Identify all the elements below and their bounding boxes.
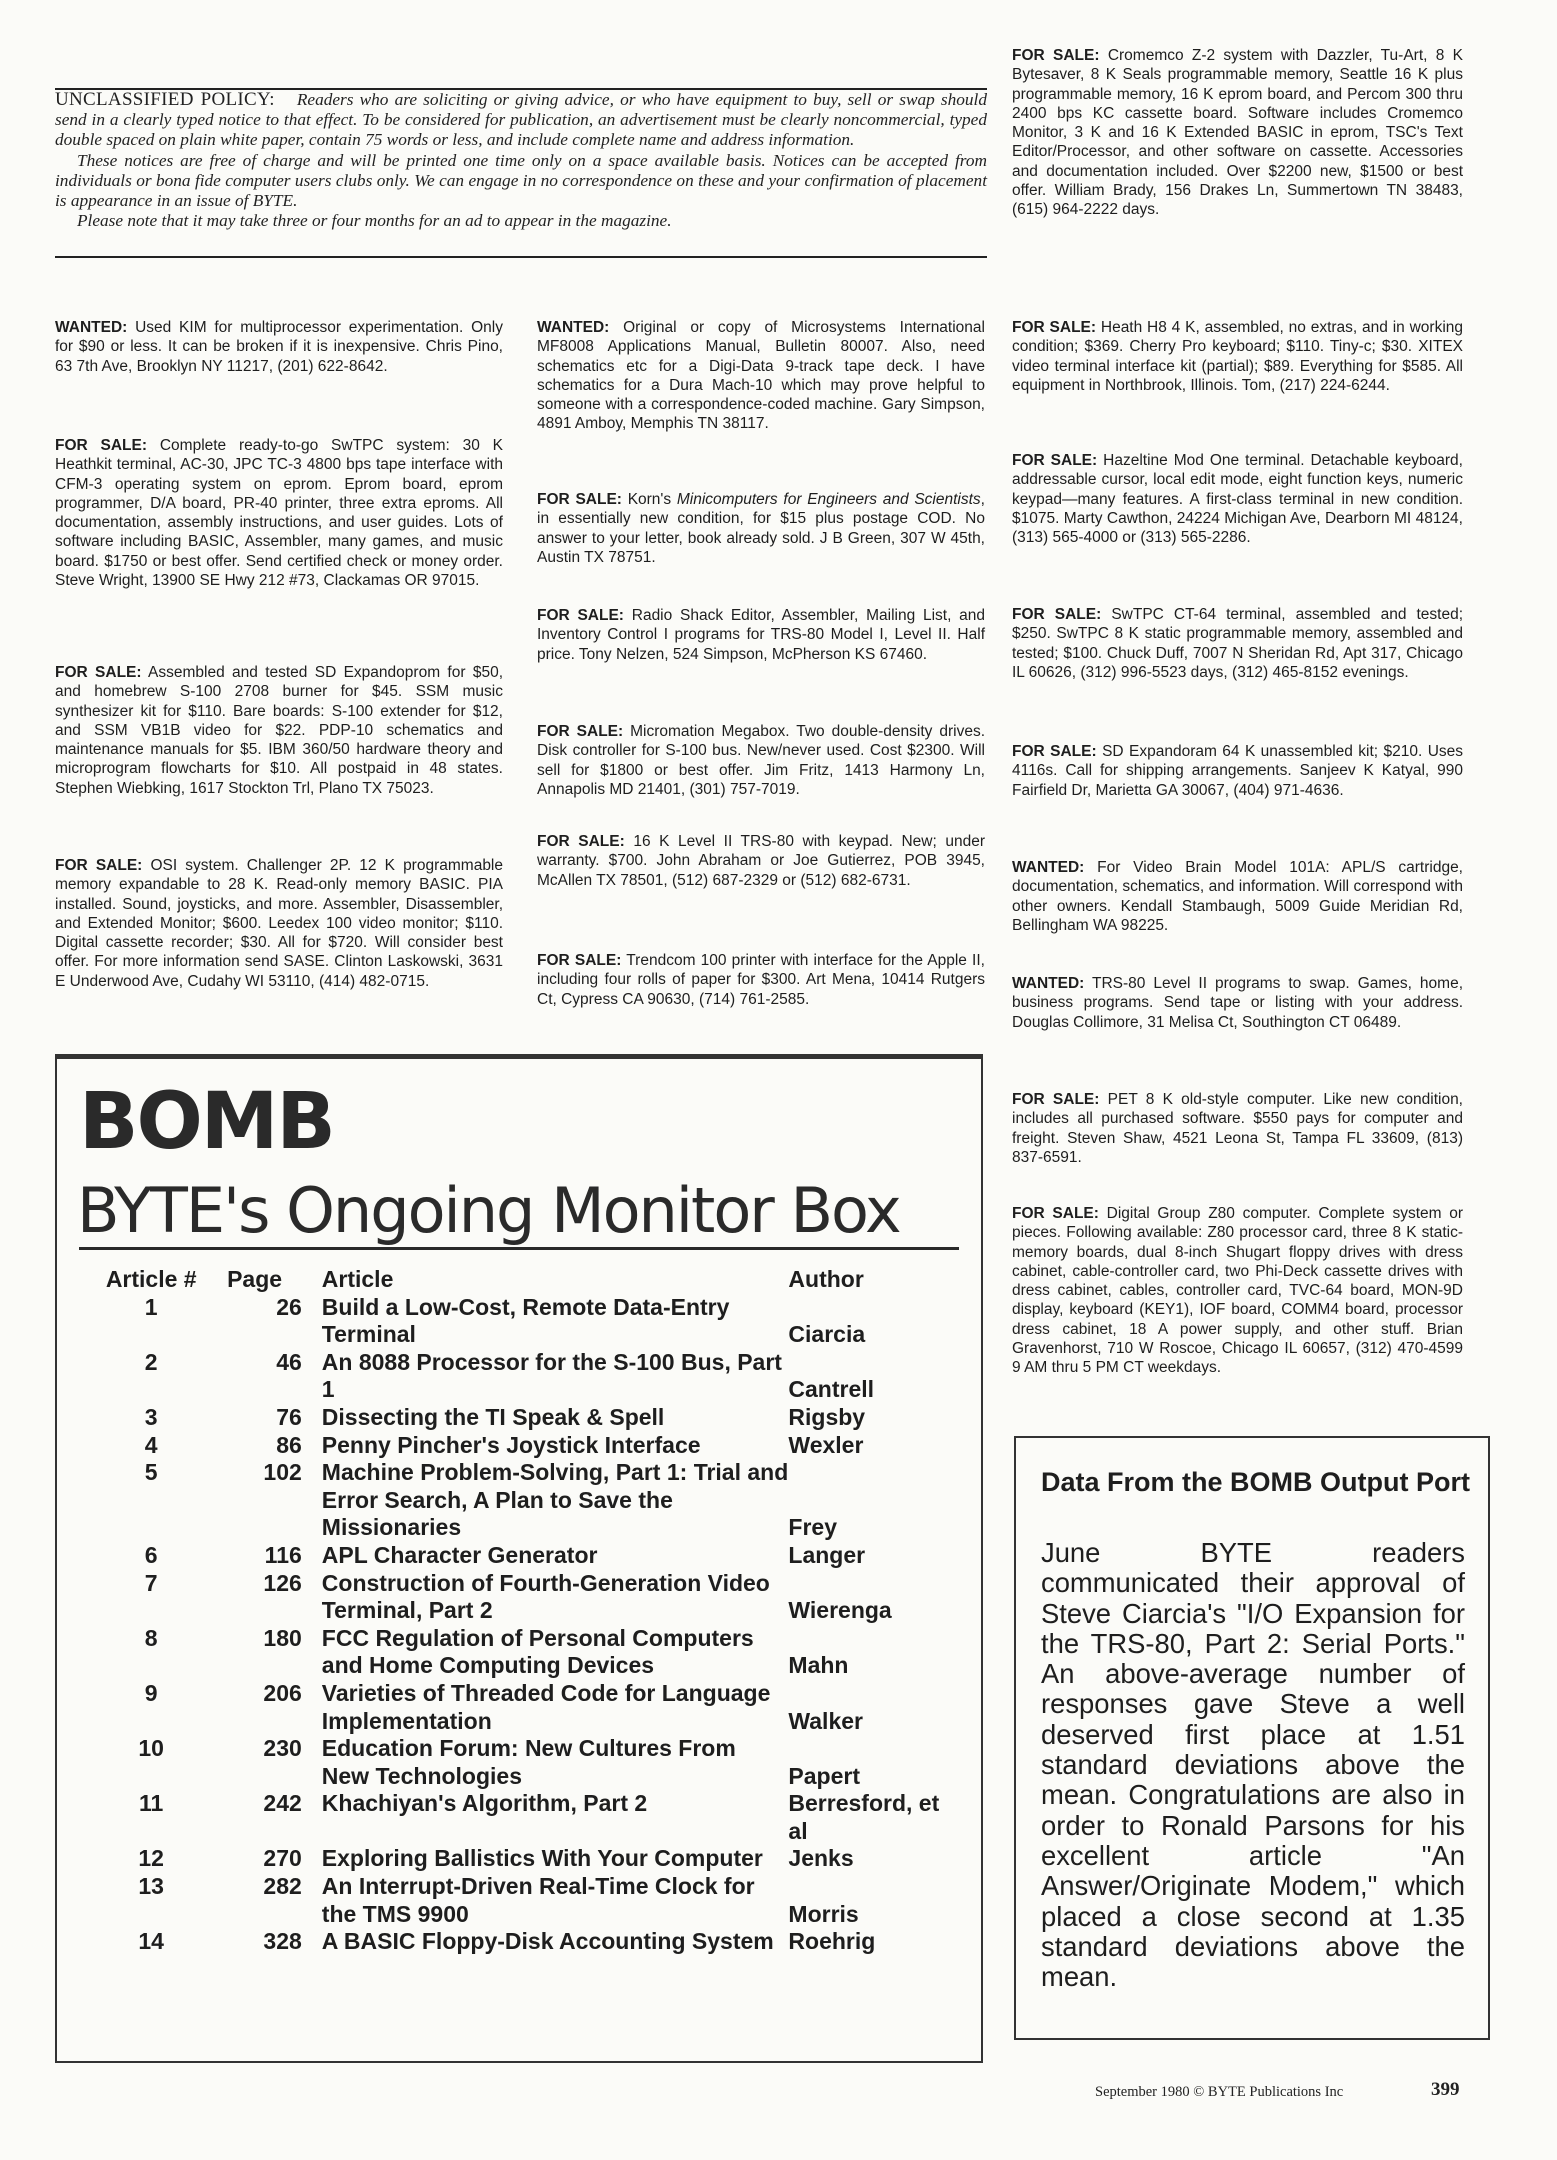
classified-ad: WANTED: For Video Brain Model 101A: APL/S cartridge, documentation, schematics, and information. Will correspond with other owners. Kendall Stambaugh, 5009 Guide Meridian Rd, Bellingham WA 98225. <box>1012 859 1463 934</box>
policy-bottom-rule <box>55 256 987 258</box>
classified-ad: FOR SALE: SwTPC CT-64 terminal, assembled and tested; $250. SwTPC 8 K static programmable memory, assembled and tested; $100. Chuck Duff, 7007 N Sheridan Rd, Apt 317, Chicago IL 60626, (312) 996-5523 days, (312) 465-8152 evenings. <box>1012 606 1464 681</box>
header-page: Page <box>227 1266 283 1292</box>
bomb-output-title: Data From the BOMB Output Port <box>1041 1467 1470 1497</box>
page-number: 399 <box>1431 2079 1460 2100</box>
table-row: 10 230 Education Forum: New Cultures From New Technologies Papert <box>138 1735 860 1789</box>
classified-ad: FOR SALE: 16 K Level II TRS-80 with keypad. New; under warranty. $700. John Abraham or Joe Gutierrez, POB 3945, McAllen TX 78501, (512) 687-2329 or (512) 682-6731. <box>537 833 985 889</box>
classified-ad: WANTED: Used KIM for multiprocessor experimentation. Only for $90 or less. It can be broken if it is inexpensive. Chris Pino, 63 7th Ave, Brooklyn NY 11217, (201) 622-8642. <box>55 319 503 375</box>
unclassified-policy <box>55 90 987 231</box>
table-row: 14 328 A BASIC Floppy-Disk Accounting System Roehrig <box>138 1928 876 1955</box>
table-row: 9 206 Varieties of Threaded Code for Language Implementation Walker <box>144 1679 863 1734</box>
table-row: 11 242 Khachiyan's Algorithm, Part 2 Berresford, et al <box>139 1790 940 1844</box>
policy-paragraph-2: These notices are free of charge and will be printed one time only on a space available basis. Notices can be accepted from individuals or bona fide computer users clubs only. We can engage in no correspondence on these and your confirmation of placement is appearance in an issue of BYTE. <box>55 150 987 211</box>
classified-ad: FOR SALE: SD Expandoram 64 K unassembled kit; $210. Uses 4116s. Call for shipping arrangements. Sanjeev K Katyal, 990 Fairfield Dr, Marietta GA 30067, (404) 971-4636. <box>1012 743 1464 799</box>
header-author: Author <box>788 1266 864 1292</box>
header-article-number: Article # <box>105 1266 197 1292</box>
bomb-box <box>55 1054 983 2063</box>
bomb-title-rule <box>79 1247 959 1250</box>
table-row: 13 282 An Interrupt-Driven Real-Time Clock for the TMS 9900 Morris <box>138 1873 859 1927</box>
table-row: 6 116 APL Character Generator Langer <box>144 1541 866 1568</box>
classified-ad: FOR SALE: Micromation Megabox. Two double-density drives. Disk controller for S-100 bus. New/never used. Cost $2300. Will sell for $1800 or best offer. Jim Fritz, 1413 Harmony Ln, Annapolis MD 21401, (301) 757-7019. <box>537 723 985 798</box>
table-row: 8 180 FCC Regulation of Personal Computers and Home Computing Devices Mahn <box>144 1624 849 1679</box>
table-row: 1 26 Build a Low-Cost, Remote Data-Entry Terminal Ciarcia <box>144 1293 866 1348</box>
classified-ad: FOR SALE: Assembled and tested SD Expandoprom for $50, and homebrew S-100 2708 burner for $45. SSM music synthesizer kit for $110. Bare boards: S-100 extender for $12, and SSM VB1B video for $22. PDP-10 schematics and maintenance manuals for $5. IBM 360/50 hardware theory and microprogram flowcharts for $10. All postpaid in 48 states. Stephen Wiebking, 1617 Stockton Trl, Plano TX 75023. <box>55 664 503 797</box>
table-row: 7 126 Construction of Fourth-Generation Video Terminal, Part 2 Wierenga <box>144 1569 892 1624</box>
table-row: 4 86 Penny Pincher's Joystick Interface Wexler <box>144 1431 864 1458</box>
bomb-title: BOMB <box>79 1077 334 1167</box>
classified-ad: FOR SALE: OSI system. Challenger 2P. 12 K programmable memory expandable to 28 K. Read-only memory BASIC. PIA installed. Sound, joysticks, and more. Assembler, Disassembler, and Extended Monitor; $600. Leedex 100 video monitor; $110. Digital cassette recorder; $30. All for $720. Will consider best offer. For more information send SASE. Clinton Laskowski, 3631 E Underwood Ave, Cudahy WI 53110, (414) 482-0715. <box>55 857 503 990</box>
classified-ad: FOR SALE: Korn's Minicomputers for Engineers and Scientists, in essentially new condition, for $15 plus postage COD. No answer to your letter, book already sold. J B Green, 307 W 45th, Austin TX 78751. <box>537 491 985 566</box>
bomb-box-top-band <box>57 1056 981 1059</box>
footer-credit: September 1980 © BYTE Publications Inc <box>1095 2084 1344 2100</box>
table-header-row <box>95 1266 955 1294</box>
policy-paragraph-1: Readers who are soliciting or giving advice, or who have equipment to buy, sell or swap should send in a clearly typed notice to that effect. To be considered for publication, an advertisement must be clearly noncommercial, typed double spaced on plain white paper, contain 75 words or less, and include complete name and address information. <box>55 90 987 150</box>
classified-ad: FOR SALE: Trendcom 100 printer with interface for the Apple II, including four rolls of paper for $300. Art Mena, 10414 Rutgers Ct, Cypress CA 90630, (714) 761-2585. <box>537 952 985 1008</box>
bomb-output-port-box <box>1014 1436 1490 2040</box>
classified-ad: WANTED: Original or copy of Microsystems International MF8008 Applications Manual, Bulletin 80007. Also, need schematics etc for a Digi-Data 9-track tape deck. I have schematics for a Dura Mach-10 which may prove helpful to someone with a correspondence-coded machine. Gary Simpson, 4891 Amboy, Memphis TN 38117. <box>537 319 985 433</box>
bomb-article-table <box>95 1266 955 1956</box>
classified-ad: FOR SALE: Heath H8 4 K, assembled, no extras, and in working condition; $369. Cherry Pro keyboard; $110. Tiny-c; $30. XITEX video terminal interface kit (partial); $89. Everything for $585. All equipment in Northbrook, Illinois. Tom, (217) 224-6244. <box>1012 319 1464 394</box>
table-row: 2 46 An 8088 Processor for the S-100 Bus, Part 1 Cantrell <box>144 1348 875 1403</box>
classified-ad: FOR SALE: Cromemco Z-2 system with Dazzler, Tu-Art, 8 K Bytesaver, 8 K Seals programmable memory, Seattle 16 K plus programmable memory, 16 K eprom board, and Percom 300 thru 2400 bps KC cassette board. Software includes Cromemco Monitor, 3 K and 16 K Extended BASIC in eprom, TSC's Text Editor/Processor, and other software on cassette. Accessories and documentation included. Over $2200 new, $1500 or best offer. William Brady, 156 Drakes Ln, Summertown TN 38483, (615) 964-2222 days. <box>1012 47 1463 219</box>
policy-paragraph-3: Please note that it may take three or four months for an ad to appear in the magazine. <box>77 211 672 231</box>
policy-title: UNCLASSIFIED POLICY: <box>55 89 275 110</box>
table-row: 12 270 Exploring Ballistics With Your Computer Jenks <box>138 1845 854 1872</box>
bomb-subtitle: BYTE's Ongoing Monitor Box <box>77 1174 900 1247</box>
bomb-output-body: June BYTE readers communicated their approval of Steve Ciarcia's "I/O Expansion for the TRS-80, Part 2: Serial Ports." An above-average number of responses gave Steve a well deserved first place at 1.51 standard deviations above the mean. Congratulations are also in order to Ronald Parsons for his excellent article "An Answer/Originate Modem," which placed a close second at 1.35 standard deviations above the mean. <box>1041 1537 1465 1993</box>
header-article: Article <box>321 1266 394 1292</box>
classified-ad: WANTED: TRS-80 Level II programs to swap. Games, home, business programs. Send tape or listing with your address. Douglas Collimore, 31 Melisa Ct, Southington CT 06489. <box>1012 975 1463 1031</box>
table-row: 3 76 Dissecting the TI Speak & Spell Rigsby <box>144 1403 866 1430</box>
classified-ad: FOR SALE: Digital Group Z80 computer. Complete system or pieces. Following available: Z80 processor card, three 8 K static-memory boards, dual 8-inch Shugart floppy drives with dress cabinet, cable-controller card, two Phi-Deck cassette drives with dress cabinet, cables, controller card, TVC-64 board, MON-9D display, keyboard (KEY1), IOF board, COMM4 board, processor dress cabinet, 18 A power supply, and other stuff. Brian Gravenhorst, 710 W Roscoe, Chicago IL 60657, (312) 470-4599 9 AM thru 5 PM CT weekdays. <box>1012 1205 1464 1377</box>
classified-ad: FOR SALE: Complete ready-to-go SwTPC system: 30 K Heathkit terminal, AC-30, JPC TC-3 4800 bps tape interface with CFM-3 operating system on eprom. Eprom board, eprom programmer, D/A board, PR-40 printer, three extra eproms. All documentation, assembly instructions, and user guides. Lots of software including BASIC, Assembler, many games, and music board. $1750 or best offer. Send certified check or money order. Steve Wright, 13900 SE Hwy 212 #73, Clackamas OR 97015. <box>55 437 503 590</box>
classified-ad: FOR SALE: PET 8 K old-style computer. Like new condition, includes all purchased software. $550 pays for computer and freight. Steven Shaw, 4521 Leona St, Tampa FL 33609, (813) 837-6591. <box>1012 1091 1463 1166</box>
table-row: 5 102 Machine Problem-Solving, Part 1: Trial and Error Search, A Plan to Save the Missionaries Frey <box>144 1459 837 1541</box>
classified-ad: FOR SALE: Hazeltine Mod One terminal. Detachable keyboard, addressable cursor, local edit mode, eight function keys, numeric keypad—many features. A first-class terminal in new condition. $1075. Marty Cawthon, 24224 Michigan Ave, Dearborn MI 48124, (313) 565-4000 or (313) 565-2286. <box>1012 452 1463 547</box>
classified-ad: FOR SALE: Radio Shack Editor, Assembler, Mailing List, and Inventory Control I programs for TRS-80 Model I, Level II. Half price. Tony Nelzen, 524 Simpson, McPherson KS 67460. <box>537 607 986 663</box>
